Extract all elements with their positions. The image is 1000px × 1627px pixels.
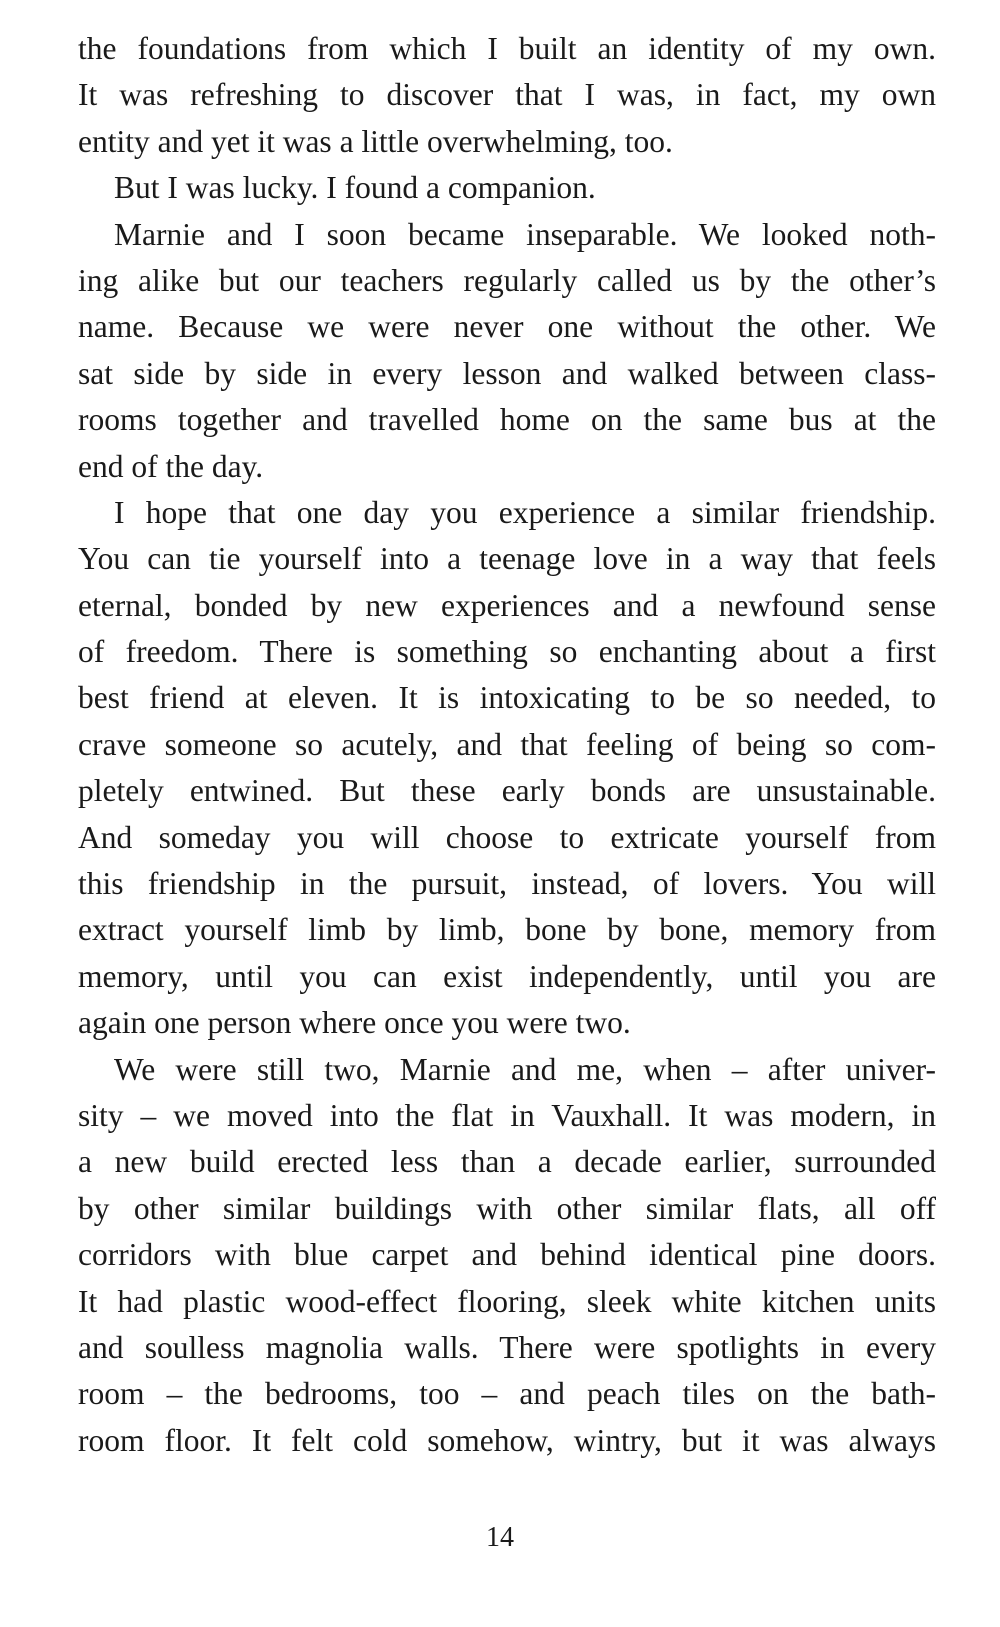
text-line: entity and yet it was a little overwhelming, too. [78, 123, 673, 159]
paragraph-start-line: But I was lucky. I found a companion. [114, 170, 596, 206]
text-line: memory, until you can exist independently, until you are [78, 958, 936, 994]
text-line: crave someone so acutely, and that feeling of being so com- [78, 726, 936, 762]
text-line: room – the bedrooms, too – and peach tiles on the bath- [78, 1376, 936, 1412]
text-line: name. Because we were never one without the other. We [78, 309, 936, 345]
text-line: of freedom. There is something so enchanting about a first [78, 634, 936, 670]
text-line: sat side by side in every lesson and walked between class- [78, 355, 936, 391]
text-line: the foundations from which I built an identity of my own. [78, 31, 936, 66]
text-line: And someday you will choose to extricate yourself from [78, 819, 936, 855]
text-line: again one person where once you were two. [78, 1005, 631, 1041]
text-line: best friend at eleven. It is intoxicating to be so needed, to [78, 680, 936, 716]
paragraph-start-line: I hope that one day you experience a similar friendship. [114, 494, 936, 530]
book-page-text [78, 26, 936, 1464]
text-line: It had plastic wood-effect flooring, sleek white kitchen units [78, 1283, 936, 1319]
text-line: this friendship in the pursuit, instead, of lovers. You will [78, 866, 936, 902]
text-line: You can tie yourself into a teenage love in a way that feels [78, 541, 936, 577]
page-number: 14 [486, 1522, 514, 1553]
text-line: pletely entwined. But these early bonds are unsustainable. [78, 773, 936, 809]
text-line: sity – we moved into the flat in Vauxhall. It was modern, in [78, 1097, 936, 1133]
text-line: and soulless magnolia walls. There were spotlights in every [78, 1329, 936, 1365]
text-line: end of the day. [78, 448, 264, 484]
text-line: room floor. It felt cold somehow, wintry, but it was always [78, 1422, 936, 1458]
text-line: corridors with blue carpet and behind identical pine doors. [78, 1237, 936, 1273]
text-line: by other similar buildings with other similar flats, all off [78, 1190, 936, 1226]
text-line: a new build erected less than a decade earlier, surrounded [78, 1144, 936, 1180]
paragraph-start-line: Marnie and I soon became inseparable. We looked noth- [114, 216, 936, 252]
text-line: eternal, bonded by new experiences and a newfound sense [78, 587, 936, 623]
text-line: ing alike but our teachers regularly called us by the other’s [78, 262, 936, 298]
text-line: extract yourself limb by limb, bone by bone, memory from [78, 912, 936, 948]
paragraph-start-line: We were still two, Marnie and me, when – after univer- [114, 1051, 936, 1087]
text-line: rooms together and travelled home on the same bus at the [78, 402, 936, 438]
text-line: It was refreshing to discover that I was, in fact, my own [78, 77, 936, 113]
